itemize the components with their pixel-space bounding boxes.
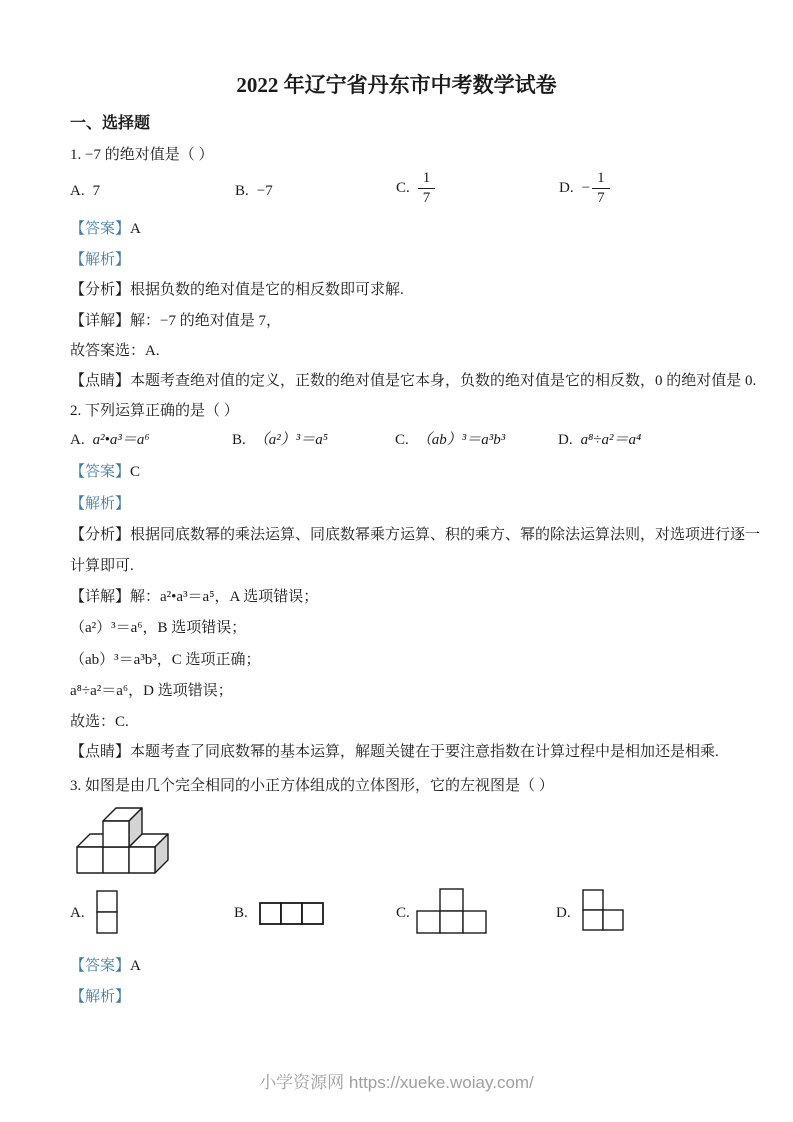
q2-stem: 2. 下列运算正确的是（ ） <box>70 403 239 419</box>
q1-options-row <box>0 164 793 212</box>
fraction-numerator: 1 <box>592 170 610 189</box>
q1-option-b-label: B. <box>235 183 249 199</box>
q3-option-c-label: C. <box>396 905 410 921</box>
site-footer: 小学资源网 https://xueke.woiay.com/ <box>259 1073 534 1092</box>
q1-option-a-label: A. <box>70 183 85 199</box>
q2-conclusion: 故选：C. <box>70 714 129 730</box>
q1-option-d-label: D. <box>559 180 574 196</box>
q2-option-d-label: D. <box>558 432 573 448</box>
q3-answer-line <box>70 956 141 976</box>
q3-option-a-label: A. <box>70 905 85 921</box>
q2-option-d-value: a⁸÷a²＝a⁴ <box>580 432 642 448</box>
q2-analysis-line2: 计算即可. <box>70 558 134 574</box>
q1-option-d <box>559 164 610 212</box>
fraction-numerator: 1 <box>418 170 436 189</box>
fraction-denominator: 7 <box>422 189 431 206</box>
q2-answer-value: C <box>130 464 141 480</box>
analysis-label: 【解析】 <box>70 496 131 512</box>
q1-option-b <box>235 181 273 201</box>
q3-option-d-label: D. <box>556 905 571 921</box>
q1-option-c <box>396 164 435 212</box>
q2-analysis-line1: 【分析】根据同底数幂的乘法运算、同底数幂乘方运算、积的乘方、幂的除法运算法则，对选项进行逐一 <box>70 527 761 543</box>
q3-analysis-label <box>70 987 130 1007</box>
q2-option-a-label: A. <box>70 432 85 448</box>
q2-option-a-value: a²•a³＝a⁶ <box>92 432 150 448</box>
q1-option-d-fraction <box>592 170 610 207</box>
q2-detail-line4: a⁸÷a²＝a⁶，D 选项错误； <box>70 683 233 699</box>
q3-cube-stack-figure <box>73 801 173 877</box>
q3-options-row <box>0 885 793 945</box>
q2-note: 【点睛】本题考查了同底数幂的基本运算，解题关键在于要注意指数在计算过程中是相加还是相乘. <box>70 744 719 760</box>
q2-options-row <box>0 430 793 452</box>
q3-answer-value: A <box>130 958 141 974</box>
q2-answer-line <box>70 462 140 482</box>
page-title: 2022 年辽宁省丹东市中考数学试卷 <box>236 73 557 97</box>
answer-label: 【答案】 <box>70 958 131 974</box>
q2-option-b-value: （a²）³＝a⁵ <box>253 432 328 448</box>
q3-option-b-figure <box>259 901 325 927</box>
q2-detail-line3: （ab）³＝a³b³，C 选项正确； <box>70 652 261 668</box>
q1-analysis-label <box>70 250 130 270</box>
q1-option-b-value: −7 <box>256 183 273 199</box>
q2-detail-line2: （a²）³＝a⁶，B 选项错误； <box>70 620 247 636</box>
q2-analysis-label <box>70 494 130 514</box>
q1-answer-line <box>70 219 141 239</box>
q1-stem: 1. −7 的绝对值是（ ） <box>70 147 214 163</box>
q1-option-c-label: C. <box>396 180 410 196</box>
q1-option-a <box>70 181 100 201</box>
q3-option-b-label: B. <box>234 905 248 921</box>
minus-sign: − <box>581 180 591 196</box>
q2-option-c-value: （ab）³＝a³b³ <box>416 432 506 448</box>
q1-answer-value: A <box>130 221 141 237</box>
section-heading: 一、选择题 <box>70 115 151 132</box>
q1-analysis-text: 【分析】根据负数的绝对值是它的相反数即可求解. <box>70 282 404 298</box>
q2-option-c-label: C. <box>395 432 409 448</box>
q1-option-c-fraction <box>418 170 436 207</box>
q1-detail-text: 【详解】解：−7 的绝对值是 7， <box>70 313 281 329</box>
analysis-label: 【解析】 <box>70 252 131 268</box>
q3-option-a-figure <box>96 890 120 936</box>
q2-option-c <box>395 430 505 450</box>
answer-label: 【答案】 <box>70 464 131 480</box>
q1-option-a-value: 7 <box>92 183 101 199</box>
q2-detail-line1: 【详解】解：a²•a³＝a⁵，A 选项错误； <box>70 589 319 605</box>
q1-conclusion: 故答案选：A. <box>70 343 160 359</box>
q2-option-b <box>232 430 328 450</box>
q1-note: 【点睛】本题考查绝对值的定义，正数的绝对值是它本身，负数的绝对值是它的相反数，0 的绝对值是 0. <box>70 373 757 389</box>
q3-option-d-figure <box>582 889 626 935</box>
analysis-label: 【解析】 <box>70 989 131 1005</box>
answer-label: 【答案】 <box>70 221 131 237</box>
q2-option-d <box>558 430 641 450</box>
q3-option-c-figure <box>416 888 488 936</box>
fraction-denominator: 7 <box>597 189 605 206</box>
q3-stem: 3. 如图是由几个完全相同的小正方体组成的立体图形，它的左视图是（ ） <box>70 778 554 794</box>
q2-option-b-label: B. <box>232 432 246 448</box>
q2-option-a <box>70 430 150 450</box>
